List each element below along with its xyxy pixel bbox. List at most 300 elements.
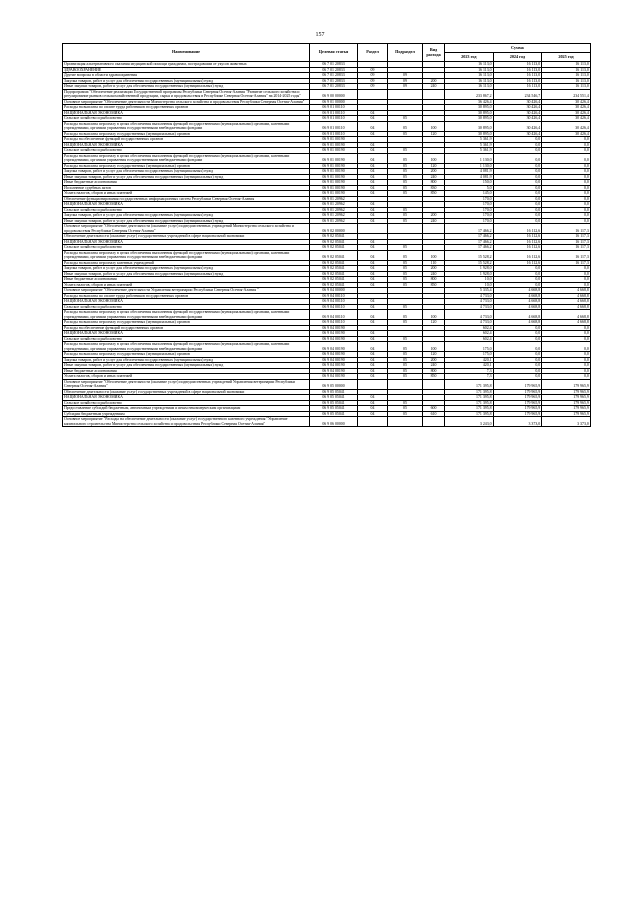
row-code-cell: 06 9 01 20962	[310, 196, 358, 202]
row-razdel-cell	[358, 89, 388, 99]
row-code-cell: 06 9 02 05041	[310, 260, 358, 266]
row-vid-cell: 850	[423, 191, 445, 197]
row-2023-cell: 1 928,0	[445, 271, 494, 277]
row-podrazdel-cell	[388, 379, 423, 389]
row-razdel-cell	[358, 224, 388, 234]
row-code-cell: 06 9 05 00000	[310, 379, 358, 389]
row-vid-cell: 120	[423, 131, 445, 137]
row-2024-cell: 0,0	[493, 331, 542, 337]
row-2023-cell: 170,0	[445, 196, 494, 202]
row-2023-cell: 17 466,2	[445, 224, 494, 234]
row-name-cell: Расходы на выплаты персоналу государственных (муниципальных) органов	[63, 352, 310, 358]
row-vid-cell: 800	[423, 368, 445, 374]
row-2023-cell: 16 113,0	[445, 78, 494, 84]
row-2024-cell: 0,0	[493, 202, 542, 208]
row-2024-cell: 16 113,0	[493, 84, 542, 90]
row-vid-cell: 200	[423, 78, 445, 84]
row-2025-cell: 4 668,8	[542, 304, 591, 310]
row-name-cell: Сельское хозяйство и рыболовство	[63, 336, 310, 342]
row-2024-cell: 0,0	[493, 207, 542, 213]
row-name-cell: Другие вопросы в области здравоохранения	[63, 73, 310, 79]
row-razdel-cell: 04	[358, 148, 388, 154]
row-2025-cell: 0,0	[542, 185, 591, 191]
row-podrazdel-cell: 09	[388, 73, 423, 79]
row-2025-cell: 0,0	[542, 191, 591, 197]
row-code-cell: 06 9 04 00190	[310, 325, 358, 331]
row-2024-cell: 0,0	[493, 169, 542, 175]
row-2025-cell: 0,0	[542, 163, 591, 169]
row-code-cell: 06 9 01 00190	[310, 180, 358, 186]
row-2023-cell: 602,4	[445, 336, 494, 342]
row-podrazdel-cell: 05	[388, 266, 423, 272]
row-code-cell: 06 9 05 05041	[310, 411, 358, 417]
row-vid-cell: 850	[423, 282, 445, 288]
row-name-cell: Расходы на выплаты персоналу в целях обеспечения выполнения функций государственными (муниципальными) органами, казенными учреждениями, органами управления государственными внебюджетными фондами	[63, 310, 310, 320]
row-2024-cell: 0,0	[493, 196, 542, 202]
row-2024-cell: 179 965,9	[493, 411, 542, 417]
row-2024-cell: 16 112,6	[493, 260, 542, 266]
row-name-cell: Обеспечение функционирования государственных информационных систем Республики Северная Осетия-Алания	[63, 196, 310, 202]
row-razdel-cell: 04	[358, 250, 388, 260]
row-2025-cell: 179 965,9	[542, 406, 591, 412]
row-name-cell: Закупка товаров, работ и услуг для обеспечения государственных (муниципальных) нужд	[63, 266, 310, 272]
row-razdel-cell: 04	[358, 131, 388, 137]
row-2025-cell: 30 426,4	[542, 99, 591, 105]
row-2023-cell: 170,0	[445, 213, 494, 219]
row-2023-cell: 602,4	[445, 325, 494, 331]
row-razdel-cell: 04	[358, 331, 388, 337]
row-name-cell: НАЦИОНАЛЬНАЯ ЭКОНОМИКА	[63, 331, 310, 337]
row-code-cell: 06 9 01 00190	[310, 174, 358, 180]
row-code-cell: 06 9 05 05041	[310, 406, 358, 412]
row-vid-cell: 120	[423, 352, 445, 358]
row-razdel-cell: 09	[358, 73, 388, 79]
row-name-cell: НАЦИОНАЛЬНАЯ ЭКОНОМИКА	[63, 142, 310, 148]
row-2023-cell: 7,3	[445, 374, 494, 380]
row-razdel-cell: 04	[358, 110, 388, 116]
row-2023-cell: 171 395,8	[445, 379, 494, 389]
row-2024-cell: 3 373,0	[493, 417, 542, 427]
row-code-cell: 06 9 01 00190	[310, 185, 358, 191]
row-podrazdel-cell: 05	[388, 245, 423, 251]
header-razdel: Раздел	[358, 44, 388, 62]
page-number: 157	[315, 32, 325, 38]
row-2023-cell: 4 733,0	[445, 310, 494, 320]
row-2025-cell: 0,0	[542, 271, 591, 277]
header-year-2023: 2023 год	[445, 53, 494, 62]
header-code: Целевая статья	[310, 44, 358, 62]
row-2024-cell: 179 965,9	[493, 379, 542, 389]
row-2024-cell: 16 112,6	[493, 234, 542, 240]
row-vid-cell: 120	[423, 163, 445, 169]
row-code-cell: 06 9 01 20962	[310, 202, 358, 208]
row-code-cell: 06 9 02 00000	[310, 224, 358, 234]
row-name-cell: Иные бюджетные ассигнования	[63, 180, 310, 186]
row-2023-cell: 4 081,9	[445, 174, 494, 180]
row-2023-cell: 145,0	[445, 191, 494, 197]
row-podrazdel-cell: 05	[388, 304, 423, 310]
row-podrazdel-cell: 05	[388, 180, 423, 186]
row-razdel-cell: 09	[358, 67, 388, 73]
row-name-cell: Сельское хозяйство и рыболовство	[63, 304, 310, 310]
row-name-cell: Подпрограмма "Обеспечение реализации Государственной программы Республики Северная Осетия-Алания "Развитие сельского хозяйства и регулирование рынков сельскохозяйственной продукции, сырья и продовольствия в Республике Северная Осетия-Алания" на 2014-2025 годы"	[63, 89, 310, 99]
row-razdel-cell: 04	[358, 400, 388, 406]
row-code-cell: 06 9 04 00190	[310, 368, 358, 374]
row-vid-cell	[423, 379, 445, 389]
budget-table	[62, 43, 591, 427]
row-podrazdel-cell: 05	[388, 368, 423, 374]
row-2024-cell: 0,0	[493, 185, 542, 191]
row-name-cell: НАЦИОНАЛЬНАЯ ЭКОНОМИКА	[63, 299, 310, 305]
row-vid-cell: 200	[423, 213, 445, 219]
row-2025-cell: 0,0	[542, 180, 591, 186]
row-podrazdel-cell: 05	[388, 121, 423, 131]
row-2024-cell: 0,0	[493, 282, 542, 288]
row-razdel-cell: 04	[358, 406, 388, 412]
row-name-cell: Предоставление субсидий бюджетным, автономным учреждениям и иным некоммерческим организациям	[63, 406, 310, 412]
row-vid-cell: 240	[423, 218, 445, 224]
row-vid-cell: 240	[423, 271, 445, 277]
row-vid-cell	[423, 224, 445, 234]
row-razdel-cell: 04	[358, 277, 388, 283]
row-name-cell: Иные закупки товаров, работ и услуг для обеспечения государственных (муниципальных) нужд	[63, 174, 310, 180]
row-podrazdel-cell: 05	[388, 336, 423, 342]
row-podrazdel-cell: 05	[388, 131, 423, 137]
row-razdel-cell: 04	[358, 142, 388, 148]
row-2025-cell: 0,0	[542, 368, 591, 374]
row-code-cell: 06 9 05 05041	[310, 400, 358, 406]
row-podrazdel-cell: 05	[388, 310, 423, 320]
table-row	[63, 224, 591, 234]
row-code-cell: 06 9 01 00110	[310, 105, 358, 111]
row-razdel-cell: 04	[358, 363, 388, 369]
table-row	[63, 379, 591, 389]
row-2023-cell: 1 130,0	[445, 153, 494, 163]
row-code-cell: 06 9 01 00190	[310, 163, 358, 169]
row-code-cell: 06 9 05 05041	[310, 395, 358, 401]
row-name-cell: Обеспечение деятельности (оказание услуг) государственных учреждений в сфере национальной экономики	[63, 389, 310, 395]
row-razdel-cell: 04	[358, 304, 388, 310]
row-code-cell: 06 9 02 05041	[310, 250, 358, 260]
row-2025-cell: 0,0	[542, 196, 591, 202]
row-2023-cell: 16 113,0	[445, 62, 494, 68]
row-2023-cell: 5 361,9	[445, 148, 494, 154]
row-code-cell: 06 9 02 05041	[310, 245, 358, 251]
row-2024-cell: 30 426,4	[493, 121, 542, 131]
row-2023-cell: 420,1	[445, 363, 494, 369]
row-razdel-cell: 04	[358, 260, 388, 266]
row-2023-cell: 5 335,4	[445, 288, 494, 294]
row-2023-cell: 420,1	[445, 357, 494, 363]
row-razdel-cell: 04	[358, 374, 388, 380]
row-vid-cell: 100	[423, 250, 445, 260]
row-2023-cell: 17 466,2	[445, 234, 494, 240]
row-podrazdel-cell: 05	[388, 218, 423, 224]
row-code-cell: 06 9 04 00190	[310, 374, 358, 380]
row-name-cell: Закупка товаров, работ и услуг для обеспечения государственных (муниципальных) нужд	[63, 357, 310, 363]
row-podrazdel-cell: 05	[388, 213, 423, 219]
row-2023-cell: 171 395,8	[445, 389, 494, 395]
row-code-cell: 06 9 01 20962	[310, 207, 358, 213]
row-2023-cell: 4 733,0	[445, 299, 494, 305]
header-vid: Вид расхода	[423, 44, 445, 62]
row-code-cell: 06 9 04 00190	[310, 352, 358, 358]
row-code-cell: 06 9 01 00110	[310, 121, 358, 131]
row-2023-cell: 30 895,0	[445, 105, 494, 111]
row-podrazdel-cell: 05	[388, 400, 423, 406]
row-podrazdel-cell: 05	[388, 411, 423, 417]
row-code-cell: 06 9 06 00000	[310, 417, 358, 427]
row-2024-cell: 0,0	[493, 148, 542, 154]
row-razdel-cell: 04	[358, 191, 388, 197]
row-name-cell: Организация альтернативного оказания медицинской помощи гражданам, пострадавшим от укусов животных	[63, 62, 310, 68]
row-2023-cell: 5 361,9	[445, 142, 494, 148]
row-2023-cell: 4 733,0	[445, 293, 494, 299]
row-podrazdel-cell: 05	[388, 320, 423, 326]
row-2025-cell: 0,0	[542, 218, 591, 224]
row-code-cell: 06 7 01 20833	[310, 84, 358, 90]
row-2023-cell: 4 081,9	[445, 169, 494, 175]
row-code-cell: 06 9 04 00110	[310, 304, 358, 310]
table-row	[63, 250, 591, 260]
row-name-cell: НАЦИОНАЛЬНАЯ ЭКОНОМИКА	[63, 395, 310, 401]
row-2024-cell: 179 965,9	[493, 389, 542, 395]
row-2024-cell: 0,0	[493, 357, 542, 363]
row-2025-cell: 16 117,3	[542, 234, 591, 240]
row-2024-cell: 30 426,4	[493, 99, 542, 105]
row-2023-cell: 175,0	[445, 342, 494, 352]
row-podrazdel-cell: 05	[388, 374, 423, 380]
row-2023-cell: 16 113,0	[445, 84, 494, 90]
row-2025-cell: 0,0	[542, 148, 591, 154]
row-code-cell: 06 7 01 20833	[310, 62, 358, 68]
row-2023-cell: 602,4	[445, 331, 494, 337]
row-2024-cell: 0,0	[493, 174, 542, 180]
row-podrazdel-cell: 05	[388, 406, 423, 412]
row-razdel-cell: 04	[358, 218, 388, 224]
row-2025-cell: 0,0	[542, 331, 591, 337]
row-code-cell: 06 9 02 05041	[310, 282, 358, 288]
row-2024-cell: 0,0	[493, 352, 542, 358]
row-2025-cell: 4 668,8	[542, 310, 591, 320]
table-row	[63, 153, 591, 163]
row-2024-cell: 0,0	[493, 180, 542, 186]
row-2023-cell: 30 895,0	[445, 131, 494, 137]
row-2023-cell: 4 733,0	[445, 304, 494, 310]
row-podrazdel-cell: 05	[388, 277, 423, 283]
row-2025-cell: 0,0	[542, 137, 591, 143]
row-razdel-cell: 04	[358, 368, 388, 374]
row-2024-cell: 30 426,4	[493, 110, 542, 116]
row-vid-cell: 200	[423, 357, 445, 363]
row-2025-cell: 0,0	[542, 282, 591, 288]
row-razdel-cell	[358, 417, 388, 427]
row-name-cell: Расходы на выплаты персоналу в целях обеспечения выполнения функций государственными (муниципальными) органами, казенными учреждениями, органами управления государственными внебюджетными фондами	[63, 153, 310, 163]
row-2025-cell: 0,0	[542, 202, 591, 208]
row-2025-cell: 16 117,3	[542, 224, 591, 234]
row-2025-cell: 3 373,0	[542, 417, 591, 427]
row-2025-cell: 16 113,0	[542, 62, 591, 68]
row-code-cell: 06 9 01 00110	[310, 116, 358, 122]
row-name-cell: Уплата налогов, сборов и иных платежей	[63, 282, 310, 288]
row-code-cell: 06 9 01 00190	[310, 142, 358, 148]
row-2023-cell: 10,0	[445, 282, 494, 288]
row-podrazdel-cell: 05	[388, 357, 423, 363]
row-2023-cell: 233 867,2	[445, 89, 494, 99]
header-podrazdel: Подраздел	[388, 44, 423, 62]
row-2025-cell: 0,0	[542, 352, 591, 358]
row-vid-cell: 200	[423, 266, 445, 272]
row-podrazdel-cell: 09	[388, 78, 423, 84]
row-2024-cell: 0,0	[493, 271, 542, 277]
row-2025-cell: 0,0	[542, 213, 591, 219]
row-vid-cell: 120	[423, 320, 445, 326]
row-code-cell: 06 9 05 05041	[310, 389, 358, 395]
row-razdel-cell: 04	[358, 207, 388, 213]
row-podrazdel-cell: 05	[388, 271, 423, 277]
row-code-cell: 06 9 01 00110	[310, 131, 358, 137]
row-razdel-cell: 04	[358, 271, 388, 277]
row-name-cell: Иные закупки товаров, работ и услуг для обеспечения государственных (муниципальных) нужд	[63, 271, 310, 277]
row-2025-cell: 234 551,4	[542, 89, 591, 99]
row-2025-cell: 30 426,4	[542, 110, 591, 116]
row-2024-cell: 0,0	[493, 266, 542, 272]
row-code-cell: 06 9 01 00190	[310, 169, 358, 175]
row-podrazdel-cell: 05	[388, 174, 423, 180]
table-row	[63, 310, 591, 320]
row-razdel-cell	[358, 379, 388, 389]
row-razdel-cell: 04	[358, 357, 388, 363]
row-name-cell: НАЦИОНАЛЬНАЯ ЭКОНОМИКА	[63, 202, 310, 208]
row-name-cell: Исполнение судебных актов	[63, 185, 310, 191]
header-year-2025: 2025 год	[542, 53, 591, 62]
row-2025-cell: 4 668,8	[542, 288, 591, 294]
row-code-cell: 06 7 01 20833	[310, 78, 358, 84]
row-2024-cell: 16 112,6	[493, 224, 542, 234]
row-name-cell: ЗДРАВООХРАНЕНИЕ	[63, 67, 310, 73]
row-2025-cell: 0,0	[542, 363, 591, 369]
row-razdel-cell: 04	[358, 395, 388, 401]
row-name-cell: Расходы на выплаты персоналу в целях обеспечения выполнения функций государственными (муниципальными) органами, казенными учреждениями, органами управления государственными внебюджетными фондами	[63, 121, 310, 131]
row-2025-cell: 16 113,0	[542, 84, 591, 90]
row-razdel-cell: 04	[358, 202, 388, 208]
row-podrazdel-cell	[388, 417, 423, 427]
row-2024-cell: 0,0	[493, 374, 542, 380]
row-razdel-cell: 04	[358, 239, 388, 245]
row-2025-cell: 4 668,8	[542, 293, 591, 299]
row-2024-cell: 0,0	[493, 137, 542, 143]
row-name-cell: Сельское хозяйство и рыболовство	[63, 207, 310, 213]
row-2024-cell: 16 113,0	[493, 67, 542, 73]
row-2024-cell: 0,0	[493, 142, 542, 148]
row-2025-cell: 179 965,9	[542, 411, 591, 417]
row-2023-cell: 5 361,9	[445, 137, 494, 143]
row-razdel-cell: 04	[358, 266, 388, 272]
table-row	[63, 89, 591, 99]
row-name-cell: Сельское хозяйство и рыболовство	[63, 400, 310, 406]
row-2023-cell: 16 113,0	[445, 67, 494, 73]
row-2024-cell: 16 112,6	[493, 239, 542, 245]
row-name-cell: НАЦИОНАЛЬНАЯ ЭКОНОМИКА	[63, 239, 310, 245]
row-2023-cell: 171 395,8	[445, 411, 494, 417]
row-podrazdel-cell: 05	[388, 207, 423, 213]
row-2024-cell: 234 546,7	[493, 89, 542, 99]
row-podrazdel-cell: 05	[388, 185, 423, 191]
row-code-cell: 06 9 02 05041	[310, 234, 358, 240]
row-razdel-cell: 04	[358, 174, 388, 180]
row-razdel-cell: 04	[358, 310, 388, 320]
row-name-cell: Субсидии бюджетным учреждениям	[63, 411, 310, 417]
row-name-cell: Расходы на выплаты по оплате труда работников государственных органов	[63, 105, 310, 111]
row-2024-cell: 179 965,9	[493, 400, 542, 406]
row-podrazdel-cell: 05	[388, 148, 423, 154]
table-row	[63, 121, 591, 131]
row-name-cell: Расходы на выплаты персоналу казенных учреждений	[63, 260, 310, 266]
row-vid-cell: 610	[423, 411, 445, 417]
row-2024-cell: 0,0	[493, 277, 542, 283]
row-vid-cell: 600	[423, 406, 445, 412]
row-name-cell: Иные закупки товаров, работ и услуг для обеспечения государственных (муниципальных) нужд	[63, 363, 310, 369]
row-code-cell: 06 7 01 20833	[310, 67, 358, 73]
row-2024-cell: 0,0	[493, 368, 542, 374]
row-podrazdel-cell: 05	[388, 250, 423, 260]
row-razdel-cell: 04	[358, 411, 388, 417]
row-2024-cell: 0,0	[493, 163, 542, 169]
row-2023-cell: 36 426,4	[445, 99, 494, 105]
row-2025-cell: 4 668,8	[542, 320, 591, 326]
row-2024-cell: 179 965,9	[493, 395, 542, 401]
row-2025-cell: 0,0	[542, 266, 591, 272]
row-2025-cell: 0,0	[542, 169, 591, 175]
table-row	[63, 417, 591, 427]
row-code-cell: 06 9 01 00110	[310, 110, 358, 116]
row-2023-cell: 30 895,0	[445, 116, 494, 122]
row-name-cell: Расходы на выплаты персоналу государственных (муниципальных) органов	[63, 320, 310, 326]
row-2023-cell: 5,0	[445, 185, 494, 191]
row-name-cell: Иные бюджетные ассигнования	[63, 277, 310, 283]
row-2025-cell: 0,0	[542, 207, 591, 213]
row-name-cell: Иные закупки товаров, работ и услуг для обеспечения государственных (муниципальных) нужд	[63, 218, 310, 224]
row-2023-cell: 1 130,0	[445, 163, 494, 169]
row-razdel-cell: 04	[358, 299, 388, 305]
row-2025-cell: 179 965,9	[542, 379, 591, 389]
row-code-cell: 06 9 02 05041	[310, 271, 358, 277]
row-2024-cell: 179 965,9	[493, 406, 542, 412]
row-vid-cell	[423, 417, 445, 427]
row-vid-cell: 100	[423, 121, 445, 131]
row-2025-cell: 30 426,4	[542, 116, 591, 122]
table-row	[63, 342, 591, 352]
row-2024-cell: 0,0	[493, 153, 542, 163]
row-2024-cell: 16 113,0	[493, 73, 542, 79]
row-2025-cell: 179 965,9	[542, 389, 591, 395]
row-podrazdel-cell: 05	[388, 282, 423, 288]
row-razdel-cell: 09	[358, 78, 388, 84]
row-2024-cell: 16 112,6	[493, 245, 542, 251]
row-code-cell: 06 9 04 00190	[310, 363, 358, 369]
row-name-cell: Расходы на выплаты персоналу государственных (муниципальных) органов	[63, 131, 310, 137]
row-2025-cell: 16 117,3	[542, 245, 591, 251]
row-razdel-cell: 04	[358, 352, 388, 358]
row-name-cell: Закупка товаров, работ и услуг для обеспечения государственных (муниципальных) нужд	[63, 169, 310, 175]
row-podrazdel-cell: 05	[388, 163, 423, 169]
row-2024-cell: 4 668,8	[493, 320, 542, 326]
row-code-cell: 06 7 01 20833	[310, 73, 358, 79]
row-code-cell: 06 9 04 00110	[310, 299, 358, 305]
row-2024-cell: 0,0	[493, 218, 542, 224]
row-razdel-cell: 04	[358, 342, 388, 352]
row-2023-cell: 10,0	[445, 277, 494, 283]
